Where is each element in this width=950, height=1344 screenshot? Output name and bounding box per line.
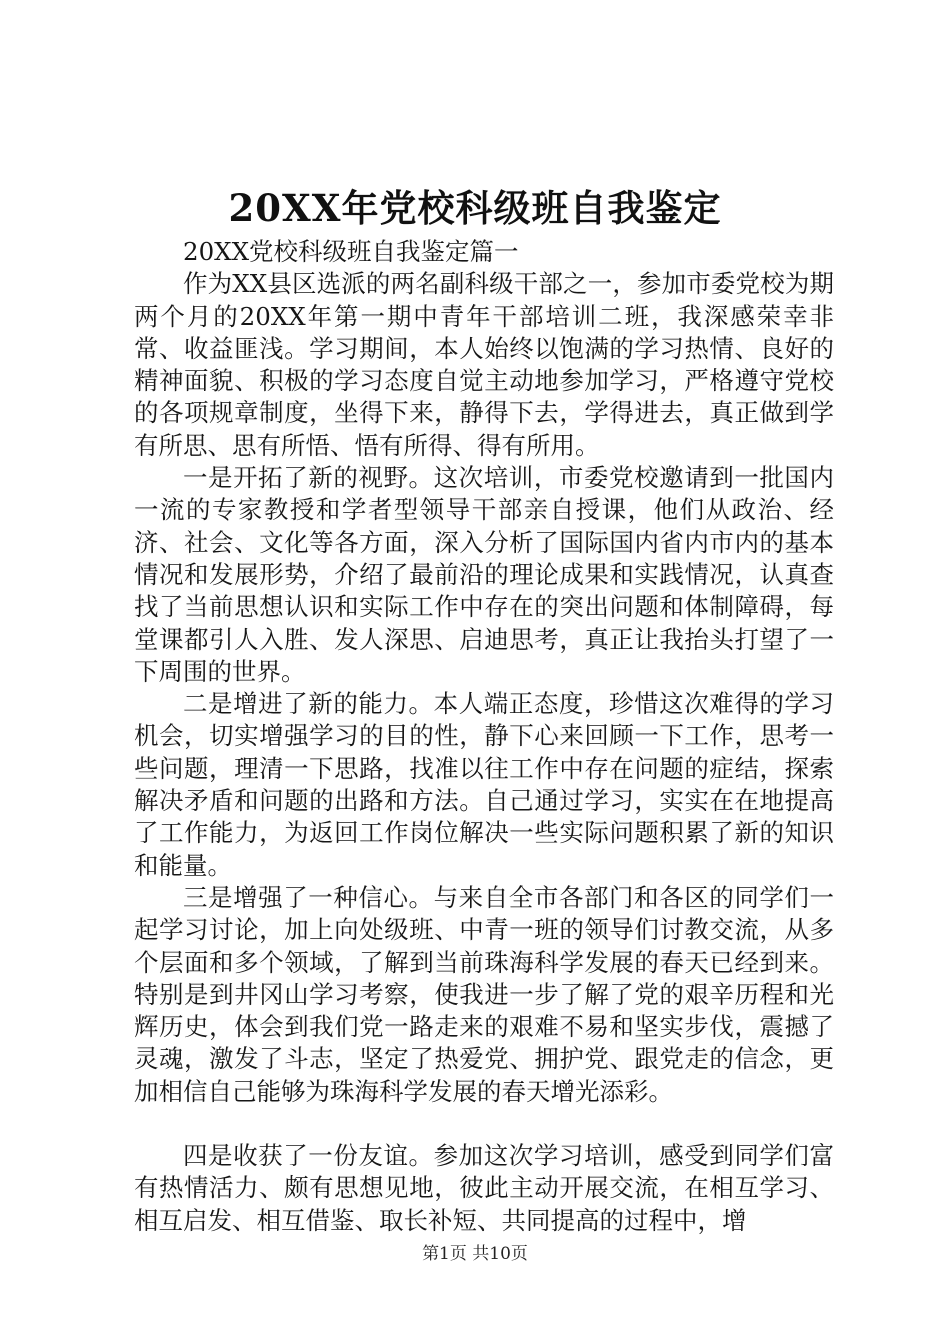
paragraph: 一是开拓了新的视野。这次培训，市委党校邀请到一批国内一流的专家教授和学者型领导干部亲自授课，他们从政治、经济、社会、文化等各方面，深入分析了国际国内省内市内的基本情况和发展形势，介绍了最前沿的理论成果和实践情况，认真查找了当前思想认识和实际工作中存在的突出问题和体制障碍，每堂课都引人入胜、发人深思、启迪思考，真正让我抬头打望了一下周围的世界。	[134, 463, 834, 686]
page-number: 第1页 共10页	[422, 1244, 528, 1264]
paragraph: 二是增进了新的能力。本人端正态度，珍惜这次难得的学习机会，切实增强学习的目的性，静下心来回顾一下工作，思考一些问题，理清一下思路，找准以往工作中存在问题的症结，探索解决矛盾和问题的出路和方法。自己通过学习，实实在在地提高了工作能力，为返回工作岗位解决一些实际问题积累了新的知识和能量。	[134, 689, 834, 880]
document-body	[134, 236, 834, 1237]
document-title: 20XX年党校科级班自我鉴定	[228, 186, 722, 230]
paragraph: 三是增强了一种信心。与来自全市各部门和各区的同学们一起学习讨论，加上向处级班、中青一班的领导们讨教交流，从多个层面和多个领域，了解到当前珠海科学发展的春天已经到来。特别是到井冈山学习考察，使我进一步了解了党的艰辛历程和光辉历史，体会到我们党一路走来的艰难不易和坚实步伐，震撼了灵魂，激发了斗志，坚定了热爱党、拥护党、跟党走的信念，更加相信自己能够为珠海科学发展的春天增光添彩。	[134, 882, 834, 1106]
paragraph: 作为XX县区选派的两名副科级干部之一，参加市委党校为期两个月的20XX年第一期中青年干部培训二班，我深感荣幸非常、收益匪浅。学习期间，本人始终以饱满的学习热情、良好的精神面貌、积极的学习态度自觉主动地参加学习，严格遵守党校的各项规章制度，坐得下来，静得下去，学得进去，真正做到学有所思、思有所悟、悟有所得、得有所用。	[134, 269, 834, 460]
paragraph: 四是收获了一份友谊。参加这次学习培训，感受到同学们富有热情活力、颇有思想见地，彼此主动开展交流，在相互学习、相互启发、相互借鉴、取长补短、共同提高的过程中，增	[134, 1141, 834, 1235]
document-subtitle: 20XX党校科级班自我鉴定篇一	[183, 237, 519, 266]
